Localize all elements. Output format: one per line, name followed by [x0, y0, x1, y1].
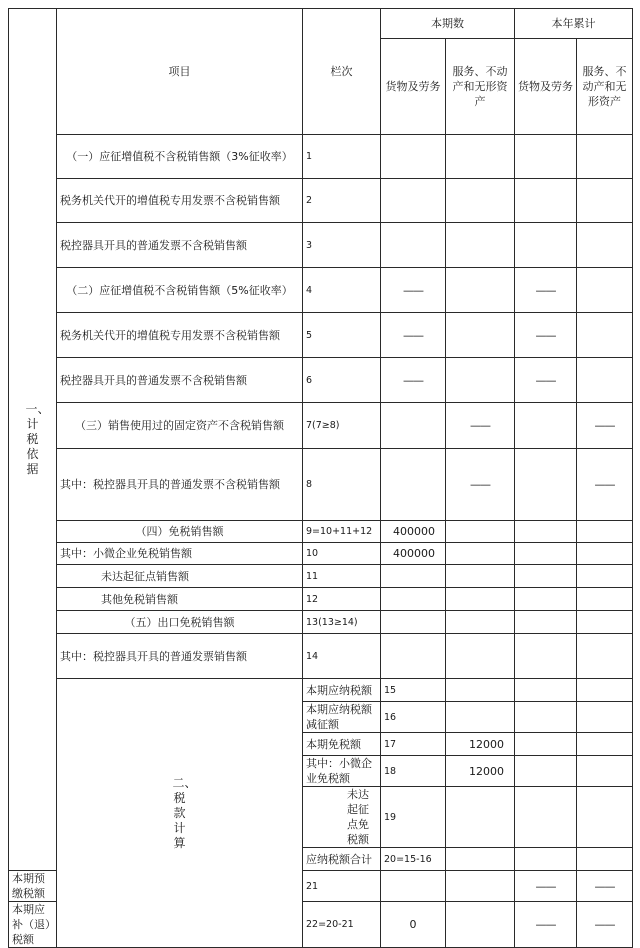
cell-goods-current[interactable]: 12000 — [446, 756, 515, 787]
row-seq: 3 — [303, 223, 381, 268]
cell-goods-ytd[interactable] — [515, 634, 577, 679]
row-label: 本期应纳税额减征额 — [303, 702, 381, 733]
table-row — [9, 521, 633, 543]
cell-goods-current[interactable] — [446, 787, 515, 848]
row-label: （一）应征增值税不含税销售额（3%征收率） — [57, 135, 303, 179]
cell-goods-current[interactable] — [446, 848, 515, 871]
table-row — [9, 588, 633, 611]
cell-services-current[interactable] — [515, 733, 577, 756]
cell-services-current[interactable] — [515, 702, 577, 733]
row-label: 其中：小微企业免税销售额 — [57, 543, 303, 565]
row-seq: 13(13≥14) — [303, 611, 381, 634]
row-seq: 18 — [381, 756, 446, 787]
header-goods-current: 货物及劳务 — [381, 39, 446, 135]
cell-services-ytd[interactable] — [577, 565, 633, 588]
cell-goods-current[interactable] — [381, 871, 446, 902]
cell-services-current[interactable] — [515, 679, 577, 702]
row-seq: 1 — [303, 135, 381, 179]
table-row — [9, 543, 633, 565]
cell-goods-current[interactable]: 400000 — [381, 543, 446, 565]
header-services-ytd: 服务、不动产和无形资产 — [577, 39, 633, 135]
cell-goods-current[interactable] — [381, 588, 446, 611]
cell-goods-ytd: —— — [515, 871, 577, 902]
row-label: 其中：小微企业免税额 — [303, 756, 381, 787]
row-seq: 20=15-16 — [381, 848, 446, 871]
cell-services-ytd: —— — [577, 871, 633, 902]
cell-services-current[interactable] — [446, 543, 515, 565]
cell-services-current[interactable] — [446, 902, 515, 948]
row-label: （五）出口免税销售额 — [57, 611, 303, 634]
cell-goods-ytd[interactable] — [515, 223, 577, 268]
cell-goods-current[interactable] — [381, 403, 446, 449]
cell-services-current[interactable] — [515, 787, 577, 848]
header-seq: 栏次 — [303, 9, 381, 135]
cell-goods-current[interactable] — [446, 679, 515, 702]
table-row — [9, 679, 633, 702]
row-seq: 11 — [303, 565, 381, 588]
cell-goods-current: —— — [381, 268, 446, 313]
row-label: 税务机关代开的增值税专用发票不含税销售额 — [57, 179, 303, 223]
row-label: 本期应补（退）税额 — [9, 902, 57, 948]
cell-services-ytd[interactable] — [577, 135, 633, 179]
cell-goods-ytd: —— — [515, 313, 577, 358]
cell-goods-current: —— — [381, 313, 446, 358]
cell-services-ytd[interactable] — [577, 358, 633, 403]
cell-goods-ytd: —— — [515, 358, 577, 403]
cell-services-current[interactable] — [446, 179, 515, 223]
cell-services-ytd: —— — [577, 902, 633, 948]
row-seq: 22=20-21 — [303, 902, 381, 948]
row-seq: 5 — [303, 313, 381, 358]
row-seq: 19 — [381, 787, 446, 848]
cell-services-current[interactable] — [446, 611, 515, 634]
cell-goods-ytd[interactable] — [577, 702, 633, 733]
row-seq: 8 — [303, 449, 381, 521]
cell-services-current[interactable] — [446, 588, 515, 611]
cell-services-ytd[interactable] — [577, 521, 633, 543]
cell-goods-current[interactable] — [381, 449, 446, 521]
row-seq: 9=10+11+12 — [303, 521, 381, 543]
row-label: 本期预缴税额 — [9, 871, 57, 902]
row-label: （二）应征增值税不含税销售额（5%征收率） — [57, 268, 303, 313]
cell-services-ytd: —— — [577, 403, 633, 449]
cell-goods-ytd[interactable] — [515, 543, 577, 565]
header-goods-ytd: 货物及劳务 — [515, 39, 577, 135]
cell-services-current[interactable] — [446, 135, 515, 179]
row-label: 其中：税控器具开具的普通发票不含税销售额 — [57, 449, 303, 521]
cell-services-ytd[interactable] — [577, 179, 633, 223]
row-seq: 6 — [303, 358, 381, 403]
table-row — [9, 179, 633, 223]
row-seq: 12 — [303, 588, 381, 611]
row-label: 税控器具开具的普通发票不含税销售额 — [57, 358, 303, 403]
row-seq: 10 — [303, 543, 381, 565]
cell-services-current[interactable] — [446, 871, 515, 902]
header-current-period: 本期数 — [381, 9, 515, 39]
row-label: 本期应纳税额 — [303, 679, 381, 702]
cell-services-current: —— — [446, 449, 515, 521]
cell-goods-current[interactable]: 12000 — [446, 733, 515, 756]
row-seq: 14 — [303, 634, 381, 679]
row-label: 本期免税额 — [303, 733, 381, 756]
cell-services-ytd: —— — [577, 449, 633, 521]
cell-services-current[interactable] — [446, 268, 515, 313]
cell-services-current[interactable] — [446, 634, 515, 679]
table-row — [9, 449, 633, 521]
row-label: 税控器具开具的普通发票不含税销售额 — [57, 223, 303, 268]
row-label: 应纳税额合计 — [303, 848, 381, 871]
table-row — [9, 358, 633, 403]
cell-goods-ytd[interactable] — [515, 403, 577, 449]
tax-return-table — [8, 8, 633, 948]
cell-services-ytd[interactable] — [577, 223, 633, 268]
cell-goods-current[interactable] — [381, 179, 446, 223]
cell-services-current[interactable] — [515, 756, 577, 787]
cell-services-ytd[interactable] — [577, 313, 633, 358]
row-seq: 7(7≥8) — [303, 403, 381, 449]
row-seq: 15 — [381, 679, 446, 702]
cell-goods-ytd[interactable] — [515, 611, 577, 634]
cell-services-current[interactable] — [446, 521, 515, 543]
cell-goods-ytd[interactable] — [577, 848, 633, 871]
cell-goods-current[interactable]: 400000 — [381, 521, 446, 543]
cell-services-ytd[interactable] — [577, 588, 633, 611]
row-label: 未达起征点销售额 — [57, 565, 303, 588]
row-seq: 4 — [303, 268, 381, 313]
row-label: （四）免税销售额 — [57, 521, 303, 543]
cell-goods-ytd[interactable] — [515, 179, 577, 223]
cell-goods-ytd[interactable] — [577, 787, 633, 848]
cell-services-current[interactable] — [446, 223, 515, 268]
section-2-label: 二、税款计算 — [57, 679, 303, 948]
header-ytd: 本年累计 — [515, 9, 633, 39]
cell-goods-ytd[interactable] — [577, 756, 633, 787]
cell-goods-ytd[interactable] — [515, 449, 577, 521]
header-services-current: 服务、不动产和无形资产 — [446, 39, 515, 135]
cell-goods-current[interactable] — [381, 565, 446, 588]
table-row — [9, 403, 633, 449]
section-1-label: 一、计税依据 — [9, 9, 57, 871]
cell-services-current[interactable] — [446, 358, 515, 403]
table-row — [9, 268, 633, 313]
cell-goods-current[interactable] — [381, 611, 446, 634]
cell-services-ytd[interactable] — [577, 543, 633, 565]
cell-services-current[interactable] — [446, 565, 515, 588]
cell-goods-ytd[interactable] — [515, 565, 577, 588]
cell-services-ytd[interactable] — [577, 634, 633, 679]
cell-services-current[interactable] — [515, 848, 577, 871]
row-seq: 17 — [381, 733, 446, 756]
cell-goods-ytd[interactable] — [515, 135, 577, 179]
row-label: 其中：税控器具开具的普通发票销售额 — [57, 634, 303, 679]
cell-goods-current[interactable] — [381, 135, 446, 179]
table-row — [9, 313, 633, 358]
row-label: 未达起征点免税额 — [303, 787, 381, 848]
cell-services-ytd[interactable] — [577, 268, 633, 313]
table-row — [9, 565, 633, 588]
cell-goods-ytd[interactable] — [577, 733, 633, 756]
row-seq: 2 — [303, 179, 381, 223]
cell-goods-ytd[interactable] — [577, 679, 633, 702]
row-seq: 16 — [381, 702, 446, 733]
cell-goods-current[interactable] — [381, 634, 446, 679]
table-row — [9, 223, 633, 268]
row-seq: 21 — [303, 871, 381, 902]
cell-goods-ytd[interactable] — [515, 588, 577, 611]
cell-goods-ytd: —— — [515, 268, 577, 313]
cell-services-current: —— — [446, 403, 515, 449]
row-label: 税务机关代开的增值税专用发票不含税销售额 — [57, 313, 303, 358]
cell-goods-current: —— — [381, 358, 446, 403]
table-row — [9, 135, 633, 179]
row-label: （三）销售使用过的固定资产不含税销售额 — [57, 403, 303, 449]
table-row — [9, 634, 633, 679]
cell-goods-ytd: —— — [515, 902, 577, 948]
row-label: 其他免税销售额 — [57, 588, 303, 611]
header-item: 项目 — [57, 9, 303, 135]
cell-goods-current[interactable] — [446, 702, 515, 733]
cell-goods-current[interactable]: 0 — [381, 902, 446, 948]
cell-services-current[interactable] — [446, 313, 515, 358]
cell-goods-current[interactable] — [381, 223, 446, 268]
table-row — [9, 611, 633, 634]
cell-goods-ytd[interactable] — [515, 521, 577, 543]
cell-services-ytd[interactable] — [577, 611, 633, 634]
